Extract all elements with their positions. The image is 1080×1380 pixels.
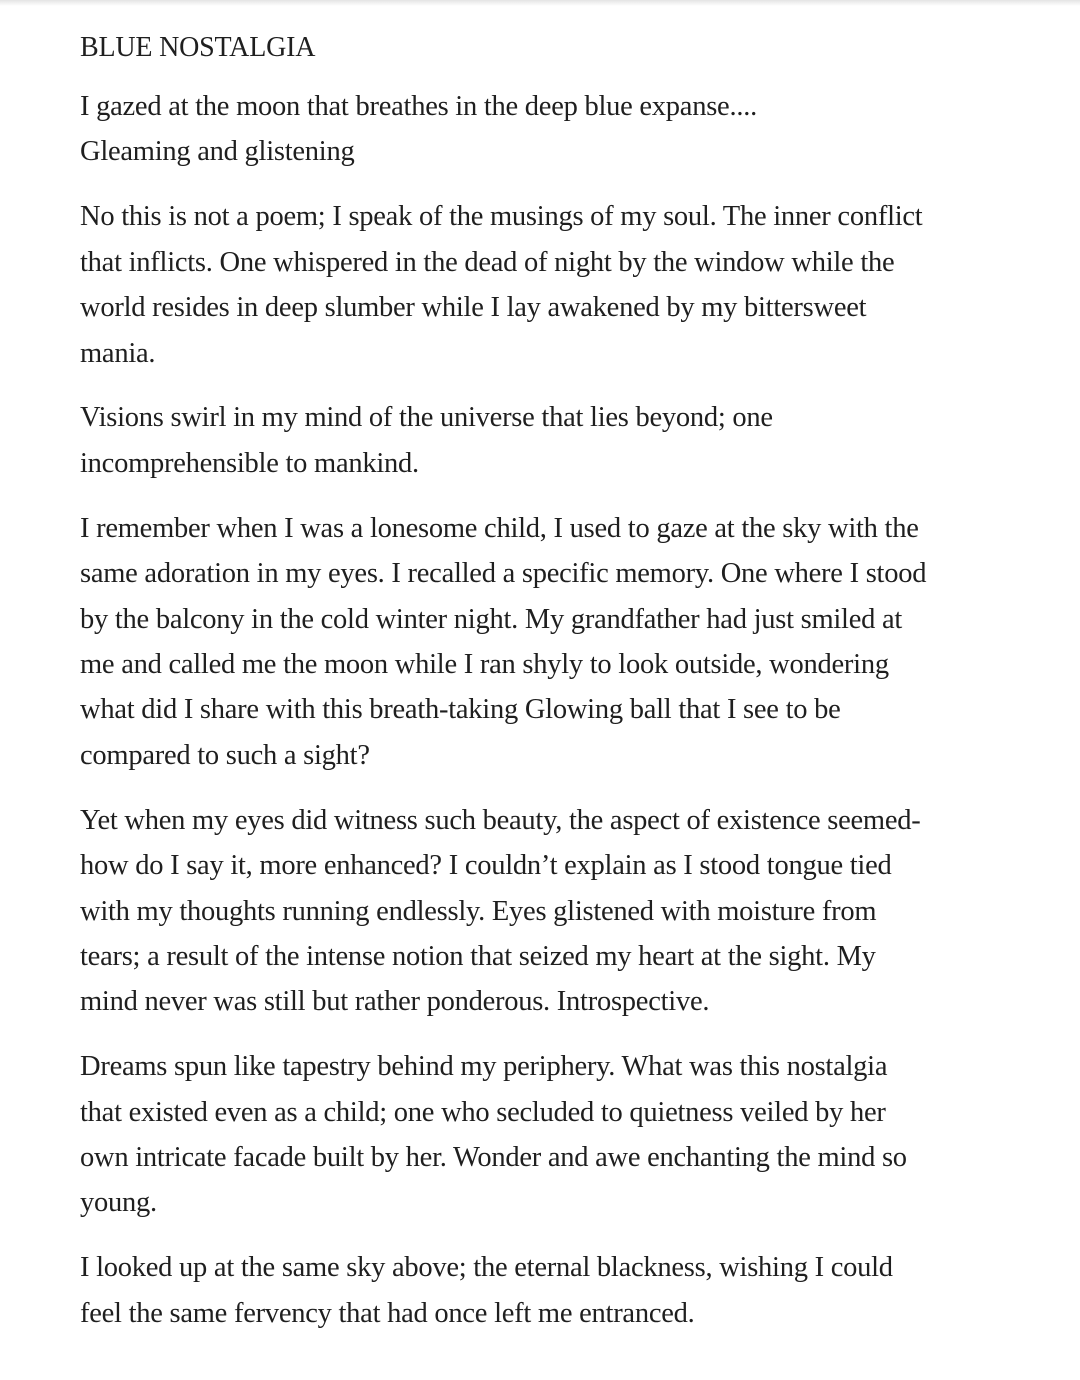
paragraph [80, 84, 1000, 175]
text-line: own intricate facade built by her. Wonder and awe enchanting the mind so [80, 1142, 907, 1174]
text-line: mind never was still but rather ponderous. Introspective. [80, 986, 710, 1018]
text-line: that existed even as a child; one who secluded to quietness veiled by her [80, 1096, 886, 1128]
paragraph [80, 395, 1000, 486]
top-edge-shadow [0, 0, 1080, 6]
article-title: BLUE NOSTALGIA [80, 32, 316, 63]
text-line: tears; a result of the intense notion that seized my heart at the sight. My [80, 940, 876, 972]
text-line: same adoration in my eyes. I recalled a specific memory. One where I stood [80, 558, 927, 590]
text-line: No this is not a poem; I speak of the musings of my soul. The inner conflict [80, 201, 923, 233]
paragraph [80, 1044, 1000, 1226]
text-line: Gleaming and glistening [80, 136, 355, 168]
article-body [80, 28, 1000, 1356]
text-line: how do I say it, more enhanced? I couldn’t explain as I stood tongue tied [80, 850, 892, 882]
text-line: mania. [80, 337, 156, 369]
text-line: Visions swirl in my mind of the universe that lies beyond; one [80, 402, 773, 434]
text-line: world resides in deep slumber while I lay awakened by my bittersweet [80, 292, 867, 324]
text-line: by the balcony in the cold winter night. My grandfather had just smiled at [80, 603, 903, 635]
text-line: what did I share with this breath-taking Glowing ball that I see to be [80, 694, 841, 726]
text-line: Yet when my eyes did witness such beauty, the aspect of existence seemed- [80, 804, 921, 836]
text-line: feel the same fervency that had once left me entranced. [80, 1297, 695, 1329]
paragraph [80, 1245, 1000, 1336]
paragraph [80, 194, 1000, 376]
text-line: Dreams spun like tapestry behind my periphery. What was this nostalgia [80, 1051, 888, 1083]
paragraph [80, 798, 1000, 1025]
text-line: young. [80, 1187, 157, 1219]
text-line: with my thoughts running endlessly. Eyes glistened with moisture from [80, 895, 877, 927]
paragraph [80, 506, 1000, 778]
text-line: compared to such a sight? [80, 739, 370, 771]
text-line: I remember when I was a lonesome child, I used to gaze at the sky with the [80, 512, 919, 544]
text-line: incomprehensible to mankind. [80, 447, 419, 479]
text-line: that inflicts. One whispered in the dead of night by the window while the [80, 246, 895, 278]
text-line: I gazed at the moon that breathes in the deep blue expanse.... [80, 91, 757, 122]
text-line: me and called me the moon while I ran shyly to look outside, wondering [80, 648, 889, 680]
text-line: I looked up at the same sky above; the eternal blackness, wishing I could [80, 1252, 893, 1284]
